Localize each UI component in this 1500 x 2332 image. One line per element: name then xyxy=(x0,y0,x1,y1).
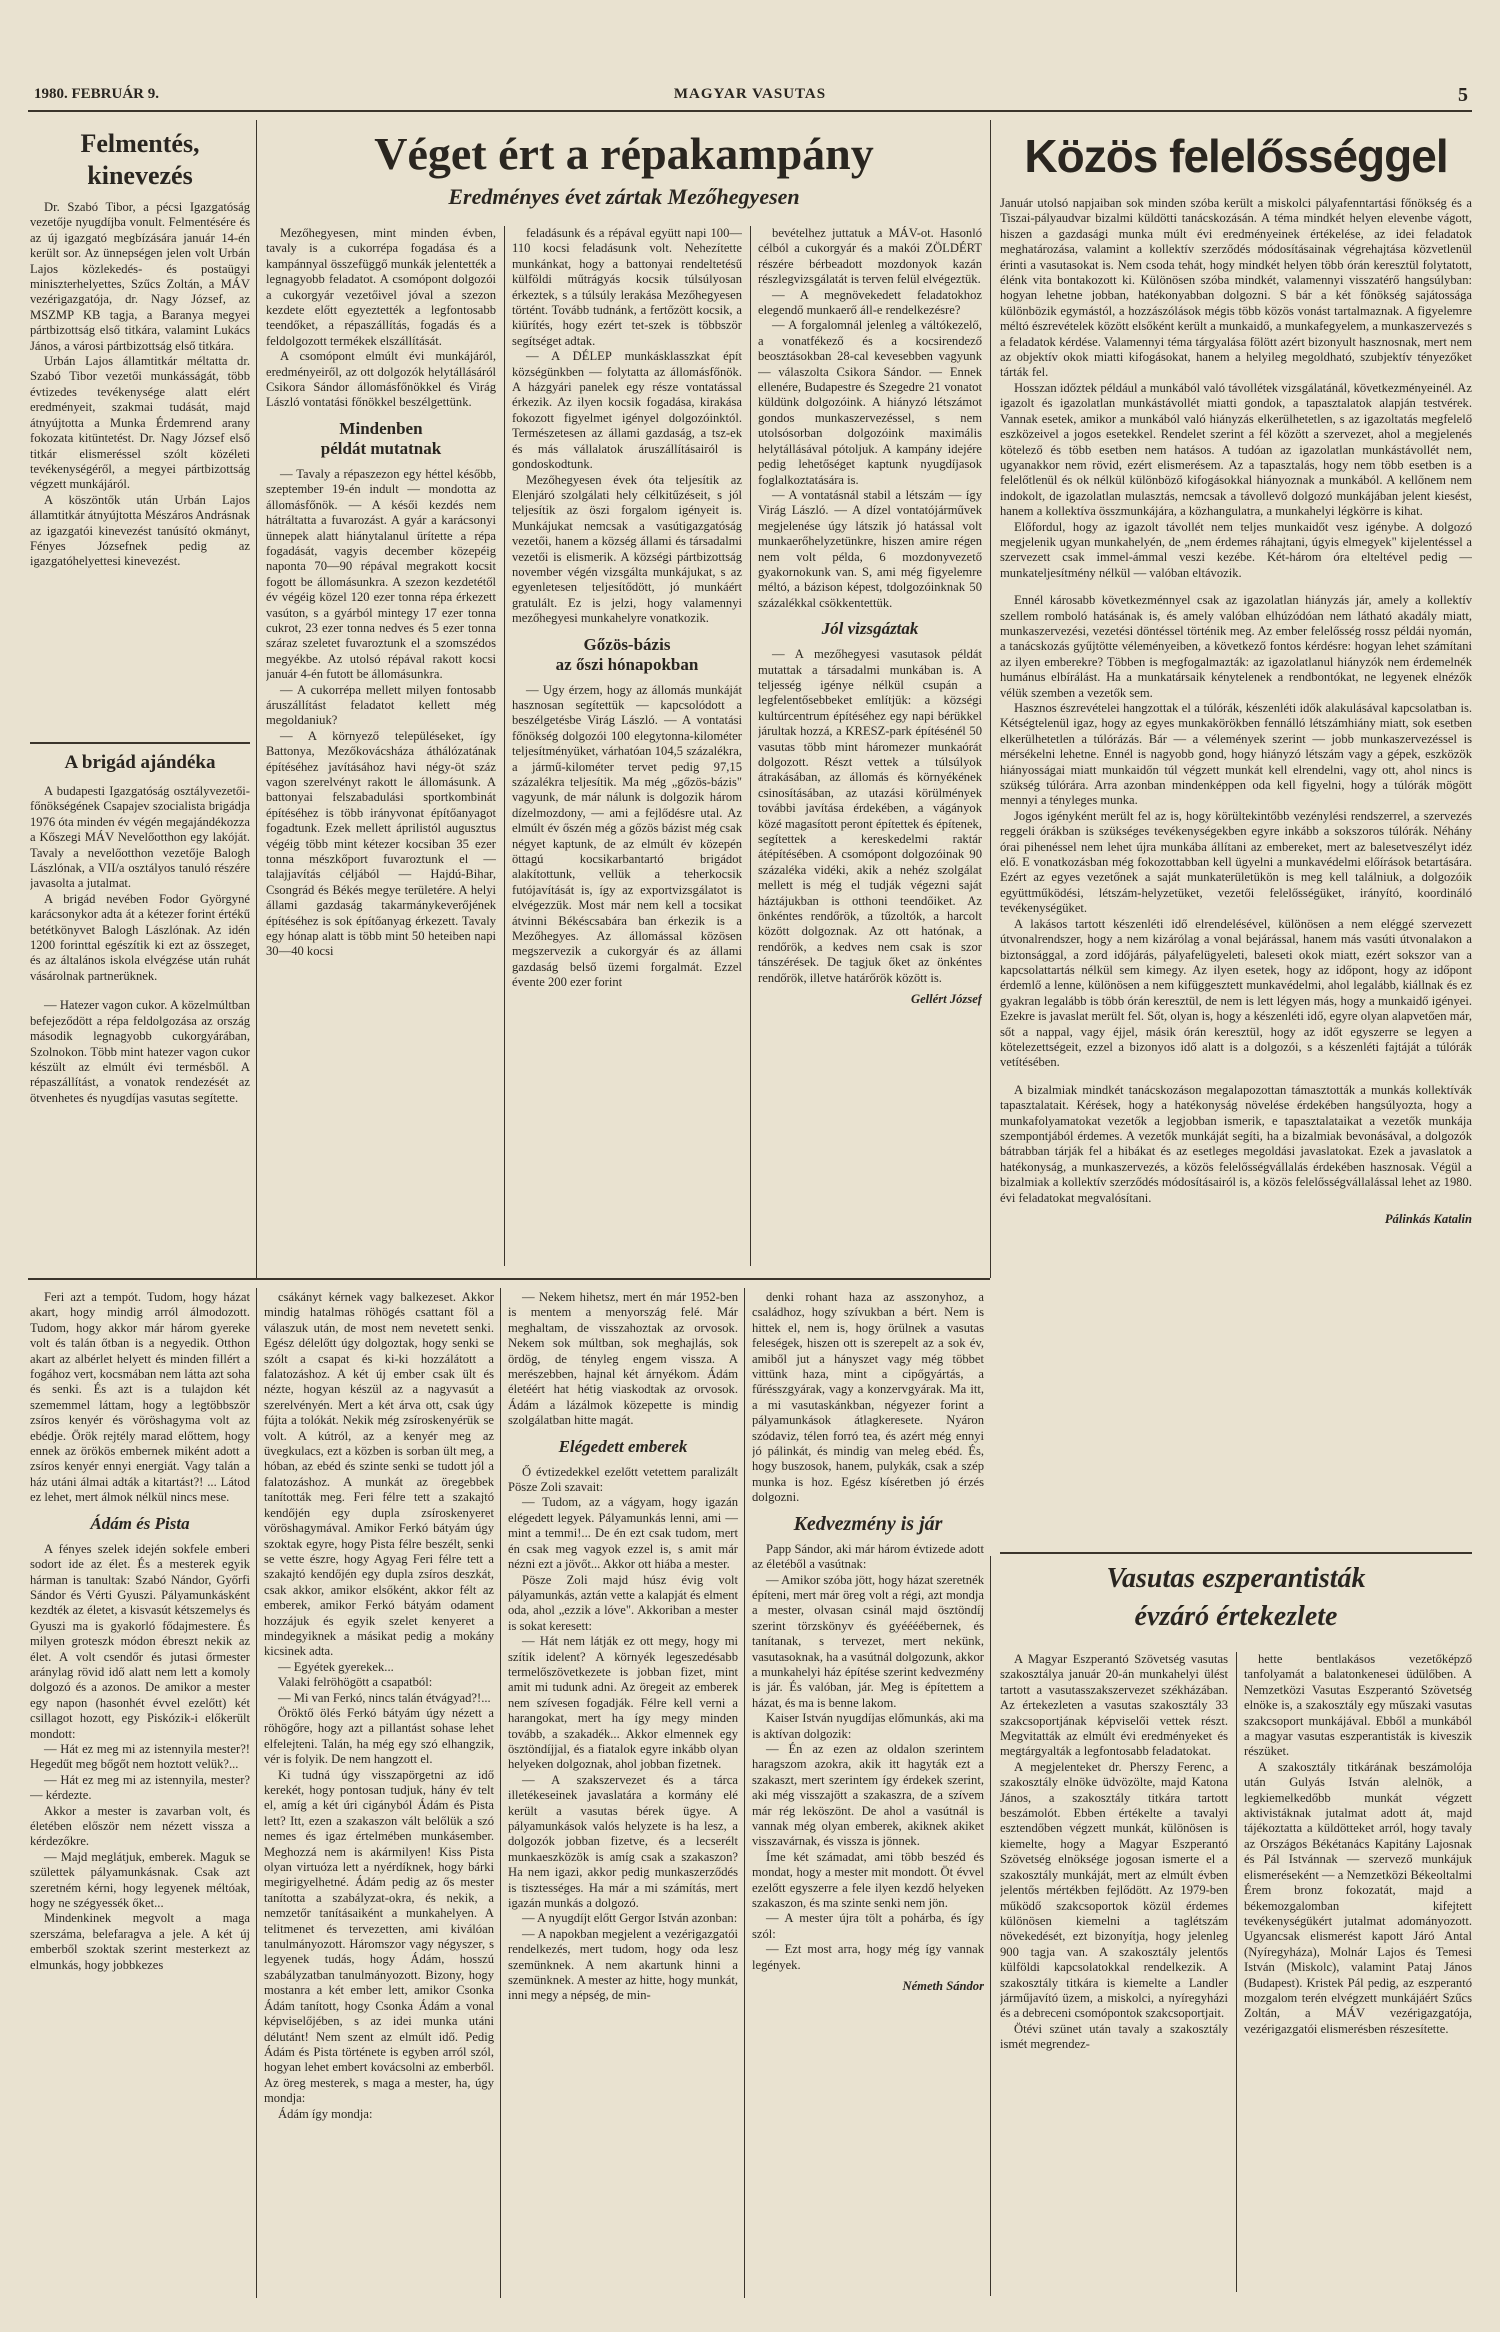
paragraph: — A napokban megjelent a vezérigazgatói rendelkezés, mert tudom, hogy oda lesz szemünknek. A nem akartunk hinni a szemünknek. A mester az hitte, hogy munkát, inni megy a népség, de min- xyxy=(508,1926,738,2003)
col-divider xyxy=(256,120,257,1278)
paragraph: A lakásos tartott készenléti idő elrendelésével, különösen a nem eléggé szervezett útvonalrendszer, hogy a nem kizárólag a vonal bejárással, hanem más vasúti útvonalakon a biztonsággal, a zord időjárás, pályafelügyeleti, baleseti okok miatt, ezért sokszor van a kapcsolattartás nélkül sem kimegy. Az ilyen esetek, hogy az időpont, hogy az időpont érdemlő a lenne, különösen a nem kifüggesztett munkavédelmi, ahol legalább, kiállnak és ez gyakran legalább is több órán keresztül, de nem is lett légyen más, hogy a munkaidő igényei. Ezekre is javaslat merült fel. Sőt, olyan is, hogy a készenléti idő, egyre olyan alapvetően már, sőt a nappal, vagy éjjel, másik órán keresztül, hogy az időt egyszerre se legyen a kötelezettségeit, ezzel a bizonyos idő alatt is a dolgozói, s a készenléti fajtáját a túlórák vetítésében. xyxy=(1000,916,1472,1070)
issue-date: 1980. FEBRUÁR 9. xyxy=(34,86,160,102)
paragraph: A brigád nevében Fodor Györgyné karácsonykor adta át a kétezer forint értékű betétkönyvet Balogh Lászlónak. Az idén 1200 forinttal egészítik ki ezt az összeget, és az általános iskola elvégzése után ruhát vásárolnak partnerüknek. xyxy=(30,891,250,983)
page-header xyxy=(28,82,1472,110)
paragraph: — Nekem hihetsz, mert én már 1952-ben is mentem a menyország felé. Már meghaltam, de visszahoztak az orvosok. Nekem sok múltban, sok meghajlás, sok ördög, de tényleg engem vissza. A merészebben, hajnal két árnyékom. Ádám életéért hat hétig viaskodtak az orvosok. Ádám a lázálmok közepette is mindig szolgálatban hitte magát. xyxy=(508,1290,738,1428)
paragraph: A köszöntők után Urbán Lajos államtitkár átnyújtotta Mészáros Andrásnak az igazgatói kinevezést tanúsító okmányt, Fényes Józsefnek pedig az igazgatóhelyettesi kinevezést. xyxy=(30,492,250,569)
paragraph: — A mester újra tölt a pohárba, és így szól: xyxy=(752,1911,984,1941)
paragraph: A bizalmiak mindkét tanácskozáson megalapozottan támasztották a munkás kollektívák tapasztalatait. Kérések, hogy a hatékonyság növelése érdekében hangsúlyozta, hogy a munkafolyamatokat vezetők a legjobban ismerik, e tapasztalataikat a vezetők munkája szempontjából érdemes. A vezetők munkáját segíti, ha a bizalmiak bevonásával, a dolgozók bátrabban tárják fel a hibákat és az esetleges megoldási javaslatokat. Ezek a javaslatok a hatékonyság, a munkaszervezés, a közös felelősségvállalás érdekében hasznosak. Végül a bizalmiak a kollektív szerződés módosításairól is, a közös felelősségvállalással lehet az 1980. évi feladatokat megvalósítani. xyxy=(1000,1082,1472,1205)
story-col-1 xyxy=(30,1290,250,2300)
eszperanto-col-2 xyxy=(1244,1652,1472,2292)
story-col-4 xyxy=(752,1290,984,2300)
paragraph: A Magyar Eszperantó Szövetség vasutas szakosztálya január 20-án munkahelyi ülést tartott a vasutasszakszervezet székházában. Az értekezleten a vasutas szakosztály 33 szakcsoportjának képviselői vettek részt. Megvitatták az elmúlt évi eredményeket és megtárgyalták a legfontosabb feladatokat. xyxy=(1000,1652,1228,1759)
paragraph: — Hát nem látják ez ott megy, hogy mi szítik idelent? A környék legeszedésabb termelőszövetkezete is jobban fizet, mint amit mi tudunk adni. Az öregeit az emberek nem szívesen fogadják. Félre kell verni a harangokat, mert ha így megy minden tovább, a szakadék... Akkor elmennek egy ösztöndíjjal, és a fiatalok egyre inkább olyan helyeken dolgoznak, ahol jobban fizetnek. xyxy=(508,1634,738,1772)
paragraph: feladásunk és a répával együtt napi 100—110 kocsi feladásunk volt. Nehezítette munkánkat, hogy a battonyai rendeltetésű külföldi műtrágyás kocsik túlsúlyosan érkeztek, s a túlsúly lerakása Mezőhegyesen történt. Tovább tudnánk, a fertőzött kocsik, a kiürítés, hogy ezért tet-szek is többször segítséget adtak. xyxy=(512,226,742,348)
paragraph: Feri azt a tempót. Tudom, hogy házat akart, hogy mindig arról álmodozott. Tudom, hogy akkor már három gyereke volt és talán őtban is a negyedik. Otthon akart az albérlet helyett és minden fillért a fogához vert, kocsmában nem látta azt soha és senki. És azt is a tulajdon két szememmel láttam, hogy a legtöbbször zsíros kenyér és vöröshagyma volt az ebédje. Örök rejtély marad előttem, hogy ennek az örökös embernek miként adott a zsíros kenyér ennyi energiát. Vagy talán a ház utáni álmai adták a kitartást?! ... Látod ez lehet, mert álmok nélkül nincs mese. xyxy=(30,1290,250,1505)
col-divider xyxy=(750,226,751,1266)
col-divider xyxy=(256,1288,257,2298)
paragraph: Hosszan időztek például a munkából való távollétek vizsgálatánál, következményeinél. Az igazolt és igazolatlan munkástávollét miatti gondok, a tapasztalatok alapján testvérek. Vannak esetek, amikor a munkából való hiányzás elkerülhetetlen, s az igazoltatás megfelelő eszközeivel a jogos esetekkel. Rendelet szerint a fél között a szervezet, ahol a megjelenés kötelező és több esetben nem hatásos. A tudóan az igazolatlan munkástávollét nem, ugyanakkor nem rövid, ezért elismerésem. Az a tapasztalás, hogy nem több esetben is a felelőtlenül és ok nélkül különböző kifogásokkal hiányoznak a munkából. A kellőnem nem indokolt, de igazolatlan mulasztás, nemcsak a távollevő dolgozó munkájában jelent kiesést, hanem a kollektíva összmunkájára, a közhangulatra, a munkahelyi légkörre is kihat. xyxy=(1000,380,1472,519)
page-number: 5 xyxy=(1458,84,1468,106)
story-col-2 xyxy=(264,1290,494,2300)
paragraph: — Mi van Ferkó, nincs talán étvágyad?!... xyxy=(278,1690,491,1705)
paragraph: Ő évtizedekkel ezelőtt vetettem paralizált Pösze Zoli szavait: xyxy=(508,1464,738,1495)
repakampany-col-2 xyxy=(512,226,742,1276)
col-divider xyxy=(504,226,505,1266)
story-col-3 xyxy=(508,1290,738,2300)
eszperanto-title-2: évzáró értekezlete xyxy=(1134,1601,1338,1632)
col-divider xyxy=(1236,1652,1237,2292)
paragraph: — Majd meglátjuk, emberek. Maguk se születtek pályamunkásnak. Csak azt szeretném kérni, hogy legyenek méltóak, hogy ne szégyessék őket... xyxy=(30,1849,250,1911)
header-rule xyxy=(28,110,1472,112)
paragraph: — Én az ezen az oldalon szerintem haragszom azokra, akik itt hagyták ezt a szakaszt, mert szerintem így érdekek szerint, aki még visszajött a szakaszra, de a szívem már rég leköszönt. De ahol a vasútnál is vannak még olyan emberek, akiknek akiket visszavárnak, és vissza is jönnek. xyxy=(752,1741,984,1849)
section-rule xyxy=(1000,1552,1472,1554)
paragraph: — A DÉLEP munkásklasszkat épít községünkben — folytatta az állomásfőnök. A házgyári panelek egy része vontatással érkezik. Az ilyen kocsik fogadása, kirakása fokozott figyelmet igényel dolgozóinktól. Természetesen az állami gazdaság, a tsz-ek és más vállalatok áruszállításairól is gondoskodtunk. xyxy=(512,349,742,472)
paragraph: Ádám így mondja: xyxy=(278,2106,373,2121)
paragraph: Január utolsó napjaiban sok minden szóba került a miskolci pályafenntartási főnökség és a Tiszai-pályaudvar bizalmi küldötti tanácskozásán. A téma mindkét helyen elevenbe vágott, hiszen a gazdasági munka múlt évi eredményeinek értékelése, az idei feladatok meghatározása, valamint a kollektív szerződés módosításainak végrehajtása közvetlenül érinti a vasutasokat is. Nem csoda tehát, hogy mindkét helyen több órán keresztül folytatott, élénk vita bontakozott ki. Különösen szóba mindkét, valamennyi visszatérő hangsúlyban: hogyan lehetne jobban, hatékonyabban dolgozni. S bár a két főnökség sajátossága különbözik egymástól, a hozzászólások mégis több közös vonást tartalmaznak. A figyelemre méltó észrevételek között elsőként került a munkaidő, a munkafegyelem, a munkaszervezés s a feladatok kérdése. Valamennyi téma tárgyalása fölött azért bizonyult hasznosnak, mert nem az objektív okok miatti kifogásokat, hanem a helyileg megoldható, szubjektív tényezőket tárták fel. xyxy=(1000,196,1472,380)
article-felmentes xyxy=(30,128,250,768)
paragraph: — A nyugdíjt előtt Gergor István azonban: xyxy=(522,1911,738,1926)
paragraph: A fényes szelek idején sokfele emberi sodort ide az élet. És a mesterek egyik hárman is tanultak: Szabó Nándor, Győrfi Sándor és Vérti Gyuszi. Pályamunkásként kezdték az életet, a kisvasút kétszemelys és Gyuszi ma is gyakorló fődajmestere. És milyen groteszk módon ébreszt nekik az élet. A volt csendőr és jutasi őrmester aránylag rövid idő alatt nem lett a komoly dolgozó és a azonos. De amikor a mester egy napon (hasonhét évvel ezelőtt) két csillagot hozott, egy Piskózik-i előkerült mondott: xyxy=(30,1541,250,1741)
byline: Németh Sándor xyxy=(902,1979,984,1994)
section-rule xyxy=(30,742,250,744)
paragraph: Mezőhegyesen, mint minden évben, tavaly is a cukorrépa fogadása és a kampánnyal összefüggő munkák jelentették a legnagyobb feladatot. A csomópont dolgozói a cukorgyár vezetőivel jóval a szezon kezdete előtt egyeztették a legfontosabb teendőket, a répaszállítás, fogadás és a feldolgozott termékek elszállítását. xyxy=(266,226,496,348)
paragraph: hette bentlakásos vezetőképző tanfolyamát a balatonkenesei üdülőben. A Nemzetközi Vasutas Eszperantó Szövetség elnöke is, a szakosztály egy műszaki vasutas szakcsoport munkájával. Ebből a munkából a magyar vasutas eszperantisták is kiveszik részüket. xyxy=(1244,1652,1472,1759)
brigad-title: A brigád ajándéka xyxy=(64,752,216,773)
subheading: Ádám és Pista xyxy=(90,1513,190,1533)
byline: Pálinkás Katalin xyxy=(1384,1212,1472,1226)
paragraph: Hasznos észrevételei hangzottak el a túlórák, készenléti idők alakulásával kapcsolatban is. Kétségtelenül igaz, hogy az egyes munkakörökben fennálló létszámhiány miatt, sok esetben elkerülhetetlen a túlórázás. Bár — a vélemények szerint — jobb munkaszervezéssel is mérsékelni lehetne. Ennél is nagyobb gond, hogy hiányzó létszám vagy a gépek, eszközök hiányosságai miatt munkaidőn túl végzett munkát kell elrendelni, vagy ott, ahol nincs is szükség túlórára. Arra azonban mindenképpen oda kell figyelni, hogy a túlórák mögött mennyi a tényleges munka. xyxy=(1000,701,1472,808)
subheading: Mindenben példát mutatnak xyxy=(320,418,442,458)
article-brigad xyxy=(30,750,250,1280)
paragraph: — Amikor szóba jött, hogy házat szeretnék építeni, mert már öreg volt a régi, azt mondja a mester, olvasan csinál majd ösztöndíj szerint törzskönyv és gyéééébernek, és tanítanak, s tervezet, mert nekünk, vasutasoknak, ha a vasútnál dolgozunk, akkor a munkahelyi ház építése szerint kedvezmény is jár. És valóban, jár. Meg is építettem a házat, és ma is benne lakom. xyxy=(752,1572,984,1710)
paragraph: — A vontatásnál stabil a létszám — így Virág László. — A dízel vontatójárművek megjelenése úgy látszik jó hatással volt munkaerőhelyzetünkre, hiszen amire régen nem volt példa, 6 mozdonyvezető gyakornokunk van. S, ami még figyelemre méltó, a bázison képest, tdolgozóinknak 50 százalékkal csökkentettük. xyxy=(758,487,982,610)
paragraph: A szakosztály titkárának beszámolója után Gulyás István alelnök, a legkiemelkedőbb munkát végzett aktivistáknak jutalmat adott át, majd tájékoztatta a küldötteket arról, hogy tavaly az Országos Békétanács Kapitány Lajosnak és Pál Istvánnak — szervező munkájuk elismeréseként — a Nemzetközi Békeoltalmi Érem bronz fokozatát, majd a békemozgalomban kifejtett tevékenységükért jutalmat adományozott. Ugyancsak elismerést kapott Járó Antal (Nyíregyháza), Molnár Lajos és Temesi István (Miskolc), valamint Pataj János (Budapest). Kristek Pál pedig, az eszperantó mozgalom terén elvégzett munkájáért Szűcs Zoltán, a MÁV vezérigazgatója, vezérigazgatói elismerésben részesítette. xyxy=(1244,1759,1472,2036)
col-divider xyxy=(744,1288,745,2298)
paragraph: — Ugy érzem, hogy az állomás munkáját hasznosan segítettük — kapcsolódott a beszélgetésbe Virág László. — A vontatási főnökség dolgozói 100 elegytonna-kilométer teljesítményüket, várhatóan 104,5 százalékra, a jármű-kilométer tervet pedig 97,15 százalékra teljesítik. Ma még „gőzös-bázis" vagyunk, de már nálunk is dolgozik három dízelmozdony, — ami a fejlődésre utal. Az elmúlt év őszén még a gőzös bázist még csak négyet kaptunk, de az elmúlt év közepén öttagú kocsikarbantartó brigádot alakítottunk, vellük a teherkocsik futójavítását is, így az exportvizsgálatot is elvégezzük. Most már nem kell a tocsikat átvinni Békéscsabára ban érkezik is a Mezőhegyes. Az állomással közösen megszervezik a cukorgyár és az állami gazdaság belső üzemi forgalmát. Ezzel évente 200 ezer forint xyxy=(512,682,742,990)
paragraph: Dr. Szabó Tibor, a pécsi Igazgatóság vezetője nyugdíjba vonult. Felmentésére és az új igazgató megbízására január 14-én került sor. Az ünnepségen jelen volt Urbán Lajos közlekedés- és postaügyi miniszterhelyettes, Szűcs Zoltán, a MÁV vezérigazgatója, dr. Nagy József, az MSZMP KB tagja, a Baranya megyei pártbizottság első titkára, valamint Lukács János, a városi pártbizottság első titkára. xyxy=(30,200,250,353)
subheading: Jól vizsgáztak xyxy=(821,619,919,639)
paragraph: Öröktő ölés Ferkó bátyám úgy nézett a röhögőre, hogy azt a pillantást sohase lehet elfelejteni. Talán, ha még egy szó elhangzik, vér is folyik. De nem hangzott el. xyxy=(264,1705,494,1767)
col-divider xyxy=(990,120,991,1278)
repakampany-title: Véget ért a répakampány xyxy=(374,128,874,179)
brief-hatezer: — Hatezer vagon cukor. A közelmúltban befejeződött a répa feldolgozása az ország második legnagyobb cukorgyárában, Szolnokon. Több mint hatezer vagon cukor készült az elmúlt évi termésből. A répaszállítást, a vonatok rendezését az ötvenhetes és nyugdíjas vasutas segítette. xyxy=(30,998,250,1105)
paragraph: Mezőhegyesen évek óta teljesítik az Elenjáró szolgálati hely célkitűzéseit, s jól teljesítik az öszi forgalom igényeit is. Munkájukat nemcsak a vasútigazgatóság vezetői, hanem a község állami és társadalmi vezetői is elismerik. A községi pártbizottság november végén vizsgálta munkájukat, s az egyenletesen teljesítődött, jó munkáért gratulált. Ez is jelzi, hogy valamennyi mezőhegyesi munkahelyre vonatkozik. xyxy=(512,472,742,626)
paragraph: — A cukorrépa mellett milyen fontosabb áruszállítást feladatot kellett még megoldaniuk? xyxy=(266,682,496,728)
col-divider xyxy=(500,1288,501,2298)
kozos-body xyxy=(1000,196,1472,1227)
paragraph: Mindenkinek megvolt a maga szerszáma, belefaragva a jele. A két új emberből szoktak szerint mesterkezt az elmunkás, hogy jobbkezes xyxy=(30,1911,250,1972)
paragraph: denki rohant haza az asszonyhoz, a családhoz, hogy szívukban a bért. Nem is hittek el, nem is, hogy örülnek a vasutas feleségek, hiszen ott is szerepelt az a sok év, amiből jut a hányszet vagy még többet vittünk haza, mint a cipőgyártás, a fűrésszgyárak, vagy a konzervgyárak. Ma itt, a mi vasutaskánkban, négyezer forint a pályamunkások átlagkeresete. Nyáron szódaviz, télen forró tea, és azért még ennyi jó pálinkát, és mindig van meleg ebéd. És, hogy buszosok, hanem, pulykák, csak a szép munka is hoz. Egész kíséretben jó érzés dolgozni. xyxy=(752,1290,984,1505)
paragraph: — Tudom, az a vágyam, hogy igazán elégedett legyek. Pályamunkás lenni, ami — mint a temmi!... De én ezt csak tudom, mert én csak meg vagyok ezzel is, s amit már nézni ezt a jövőt... Akkor ott hiába a mester. xyxy=(508,1495,738,1572)
felmentes-title-2: kinevezés xyxy=(87,161,193,190)
repakampany-col-1 xyxy=(266,226,496,1276)
paragraph: Papp Sándor, aki már három évtizede adott az életéből a vasútnak: xyxy=(752,1541,984,1572)
subheading: Kedvezmény is jár xyxy=(793,1512,943,1535)
paragraph: A csomópont elmúlt évi munkájáról, eredményeiről, az ott dolgozók helytállásáról Csikora Sándor állomásfőnökkel és Virág László vontatási főnökkel beszélgettünk. xyxy=(266,349,496,410)
eszperanto-col-1 xyxy=(1000,1652,1228,2292)
paragraph: — Egyétek gyerekek... xyxy=(278,1659,394,1674)
paragraph: — Hát ez meg mi az istennyila, mester? — kérdezte. xyxy=(30,1772,250,1803)
paragraph: Előfordul, hogy az igazolt távollét nem teljes munkaidőt vesz igénybe. A dolgozó megjelenik ugyan munkahelyén, de „nem érdemes ráhajtani, úgyis elmegyek" kijelentéssel a szervezett csak immel-ámmal veszi kezébe. Két-három óra elteltével pedig — munkateljesítmény nélkül — valóban eltávozik. xyxy=(1000,519,1472,580)
paragraph: Ötévi szünet után tavaly a szakosztály ismét megrendez- xyxy=(1000,2021,1228,2052)
article-repakampany xyxy=(266,126,982,1276)
repakampany-subtitle: Eredményes évet zártak Mezőhegyesen xyxy=(448,184,800,209)
section-rule xyxy=(28,1278,990,1280)
article-eszperanto xyxy=(1000,1560,1472,2300)
felmentes-body xyxy=(30,200,250,570)
paragraph: — A megnövekedett feladatokhoz elegendő munkaerő áll-e rendelkezésre? xyxy=(758,287,982,318)
paragraph: — A környező településeket, így Battonya, Mezőkovácsháza áthálózatának építéséhez javításához havi négy-öt száz vagon szerelvényt rakott le állomásunk. A battonyai felszabadulási sportkombinát építéséhez is több irányvonat építőanyagot fogadtunk. Ezek mellett áprilistól augusztus végéig több mint kétezer kocsiban 35 ezer tonna mészkőport fuvaroztunk el — talajjavítás céljából — Hajdú-Bihar, Csongrád és Békés megye területére. A helyi állami gazdaság takarmánykeverőjének építéséhez is sok építőanyag érkezett. Tavaly egy hónap alatt is több mint 50 heteiben napi 30—40 kocsi xyxy=(266,728,496,959)
paragraph: Íme két számadat, ami több beszéd és mondat, hogy a mester mit mondott. Öt évvel ezelőtt egyszerre a fele ilyen kezdő helyeken szakaszon, és ma szinte senki nem jön. xyxy=(752,1849,984,1911)
eszperanto-title-1: Vasutas eszperantisták xyxy=(1106,1563,1366,1594)
repakampany-col-3 xyxy=(758,226,982,1276)
byline: Gellért József xyxy=(911,992,982,1007)
brigad-body xyxy=(30,784,250,1106)
paragraph: Urbán Lajos államtitkár méltatta dr. Szabó Tibor vezetői munkásságát, több évtizedes tevékenysége alatt elért eredményeit, szakmai tudását, majd átnyújtotta a Munka Érdemrend arany fokozata kitüntetést. Dr. Nagy József első titkár elismeréssel szólt közéleti tevékenységéről, a megyei pártbizottság végzett munkájáról. xyxy=(30,354,250,492)
paragraph: A budapesti Igazgatóság osztályvezetői-főnökségének Csapajev szocialista brigádja 1976 óta minden év végén megajándékozza a Kőszegi MÁV Nevelőotthon egy lakóját. Tavaly a nevelőotthon vezetője Balogh Lászlónak, a VII/a osztályos tanuló részére javasolta a jutalmat. xyxy=(30,784,250,891)
paragraph: Valaki felröhögött a csapatból: xyxy=(278,1675,433,1690)
paragraph: Ki tudná úgy visszapörgetni az idő kerekét, hogy pontosan tudjuk, hány év telt el, amíg a két úri cigányból Ádám és Pista lett? Itt, ezen a szakaszon vált belőlük a szó nemes és igaz értelmében munkásember. Meghozzá nem is akármilyen! Kiss Pista olyan virtuóza lett a nyérdíknek, hogy bárki megirigyelhetné. Ádám pedig az ős mester tanította a szabályzat-okra, és nekik, a nemzetőr tanításaiként a munkahelyen. A telitmenet és tervezetten, ami kiválóan tanulmányozott. Háromszor vagy négyszer, s legyenek tudás, hogy Ádám, hosszú szabályzatban tanulmányozott. Bizony, hogy mostanra a két ember lett, amikor Csonka Ádám tanított, hogy Csonka Ádám a vonal képviselőjében, s az idei munka utáni délutánt! Nem szent az elmúlt idő. Pedig Ádám és Pista története is egyben arról szól, hogyan lehet embert kovácsolni az emberből. Az öreg mesterek, s maga a mester, ha, úgy mondja: xyxy=(264,1767,494,2106)
paragraph: — A forgalomnál jelenleg a váltókezelő, a vonatfékező és a kocsirendező beosztásokban 28-cal kevesebben vagyunk — válaszolta Csikora Sándor. — Ennek ellenére, Budapestre és Szegedre 21 vonatot küldünk dolgozóink. A hiányzó létszámot gondos munkaszervezéssel, s nem utolsósorban dolgozóink maximális helytállásával pótoljuk. A kampány idejére pedig lehetőséget kaptunk nyugdíjasok foglalkoztatására is. xyxy=(758,318,982,487)
paragraph: Jogos igényként merült fel az is, hogy körültekintőbb vezénylési rendszerrel, a szervezés reggeli órákban is szükséges tevékenységekben egyre inkább a sokszoros túlórák. Néhány órai pihenéssel nem lehet újra munkába állítani az embereket, mert az balesetveszélyt idéz elő. E vonatkozásban még fokozottabban kell ügyelni a munkavédelmi előírások betartására. Ezért az egyes vezetőnek a saját munkaterületükön is meg kell találniuk, a dolgozóik együttműködési, létszám-helyzetüket, vezetői felelősségüket, irányító, koordináló tevékenységüket. xyxy=(1000,808,1472,916)
article-kozos xyxy=(1000,126,1472,1546)
paragraph: A megjelenteket dr. Pherszy Ferenc, a szakosztály elnöke üdvözölte, majd Katona János, a szakosztály titkára tartott beszámolót. Ebben értékelte a tavalyi esztendőben végzett munkát, különösen is kiemelte, hogy a Magyar Eszperantó Szövetség elnöksége jogosan ismerte el a szakosztály munkáját, mert az elmúlt évben jelentős mértékben fejlődött. Az 1979-ben működő szakcsoportok közül érdemes különösen kiemelni a taglétszám növekedését, ezt bizonyítja, hogy jelenleg 900 tagja van. A szakosztály jelentős külföldi kapcsolatokkal rendelkezik. A szakosztály titkára is kiemelte a Landler járműjavító üzem, a miskolci, a nyíregyházi és a debreceni csomópontok szakcsoportjait. xyxy=(1000,1759,1228,2021)
paragraph: Kaiser István nyugdíjas előmunkás, aki ma is aktívan dolgozik: xyxy=(752,1711,984,1741)
paragraph: csákányt kérnek vagy balkezeset. Akkor mindig hatalmas röhögés csattant föl a válaszuk után, de most nem nevetett senki. Egész délelőtt úgy dolgoztak, hogy senki se szólt a csapat és ki-ki hozzálátott a falatozáshoz. A két új ember csak ült és nézte, hogyan készül az a nagyvasút a szerelvényén. Mert a két árva ott, csak úgy fújta a tolókát. Nekik még zsíroskenyérük se volt. A kútról, az a kenyér meg az üvegkulacs, ezt a közben is sorban ült meg, a hóban, az ebéd és szinte senki se tudott jól a falatozáshoz. A munkát az öregebbek tanították meg. Feri félre tett a szakajtó kendőjén egy dupla zsíroskenyeret vöröshagymával. Amikor Ferkó bátyám úgy szoktak egyre, hogy Pista félre beszélt, senki se vette észre, hogy Agyag Feri félre tett a szakajtó kendőjén egy dupla zsíros deszkát, csak akkor, amikor elsőként, akkor félt az emberek, amikor Ferkó bátyám odament hozzájuk és egyik szelet kenyeret a mindegyiknek a másikat pedig a mokány kicsinek adta. xyxy=(264,1290,494,1659)
paragraph: — A mezőhegyesi vasutasok példát mutattak a társadalmi munkában is. A teljesség igénye nélkül csupán a legfelentősebbeket említjük: a községi kultúrcentrum építéséhez egy napi bérükkel járultak hozzá, a KRESZ-park építésénél 50 vasutas több mint háromezer munkaórát dolgozott. Részt vettek a túlsúlyok átrakásában, az állomás és környékének csinosításában, az utazási körülmények további javítása érdekében, a vágányok közé magasított peront építettek és építenek, segítettek a kereskedelmi raktár átépítésében. A csomópont dolgozóinak 90 százaléka vidéki, akik a nehéz szolgálat mellett is még el tudják végezni saját háztájukban is otthoni teendőiket. Az önkéntes rendőrök, a tűzoltók, a harcolt között dolgoznak. Az ott hatónak, a rendőrök, a kedves nem csak is szor tánszérések. De tagjuk őket az önkéntes rendőrök, illetve határőrök között is. xyxy=(758,647,982,985)
felmentes-title-1: Felmentés, xyxy=(80,129,200,158)
paragraph: — Hát ez meg mi az istennyila mester?! Hegedűt meg bőgőt nem hoztott velük?... xyxy=(30,1741,250,1772)
paper-name: MAGYAR VASUTAS xyxy=(673,86,827,102)
paragraph: Ennél károsabb következménnyel csak az igazolatlan hiányzás jár, amely a kollektív szellem romboló hatásának is, és amely valóban elhúzódóan nem látható akadály miatt, munkaszervezési, vezetési döntéssel történik meg. Az ember felelősség rossz példái nyomán, a tanácskozás gyűjtötte véleményeiben, a következő fontos kérdésre: hogyan lehet számítani az ilyen emberekre? Többen is megfogalmazták: az igazolatlanul hiányzók nem érdemelnék humánus elbírálást. Ha a munkatársaik kénytelenek a rendbontókat, ne legyenek elnézők vélük szemben a vezetők sem. xyxy=(1000,593,1472,700)
subheading: Elégedett emberek xyxy=(558,1436,688,1456)
paragraph: — Tavaly a répaszezon egy héttel később, szeptember 19-én indult — mondotta az állomásfőnök. — A késői kezdés nem hátráltatta a fuvarozást. A gyár a karácsonyi ünnepek alatt hiánytalanul ürítette a répa fogadását, vagyis december közepéig naponta 70—90 répával megrakott kocsit fogott be állomásunkra. A szezon kezdetétől év végéig közel 120 ezer tonna répa érkezett vasúton, s a gyárból mintegy 17 ezer tonna cukrot, 23 ezer tonna nedves és 5 ezer tonna száraz szeletet fuvaroztunk el a szomszédos megyékbe. Az utolsó répával rakott kocsi január 4-én futott be állomásunkra. xyxy=(266,466,496,682)
paragraph: — Ezt most arra, hogy még így vannak legények. xyxy=(752,1942,984,1972)
col-divider xyxy=(990,1556,991,2296)
paragraph: — A szakszervezet és a tárca illetékeseinek javaslatára a kormány elé került a vasutas bérek ügye. A pályamunkások valós helyzete is ha lesz, a dolgozók jobban fizetve, és a lecserélt munkaeszközök is amíg csak a szakaszon? Ha nem igazi, akkor pedig munkaszerződés is tisztességes. Ha már a mi számítás, mert igazán munkás a dolgozó. xyxy=(508,1772,738,1911)
subheading: Gőzös-bázis az őszi hónapokban xyxy=(555,634,699,674)
kozos-title: Közös felelősséggel xyxy=(1024,130,1448,182)
paragraph: Akkor a mester is zavarban volt, és életében először nem nézett vissza a kérdezőkre. xyxy=(30,1803,250,1849)
paragraph: Pösze Zoli majd húsz évig volt pályamunkás, aztán vette a kalapját és elment oda, ahol „ezzik a lóve". Akkoriban a mester is sokat keresett: xyxy=(508,1572,738,1633)
paragraph: bevételhez juttatuk a MÁV-ot. Hasonló célból a cukorgyár és a makói ZÖLDÉRT részére bérbeadott mozdonyok kazán részlegvizsgálatát is terven felül elvégeztük. xyxy=(758,226,982,287)
